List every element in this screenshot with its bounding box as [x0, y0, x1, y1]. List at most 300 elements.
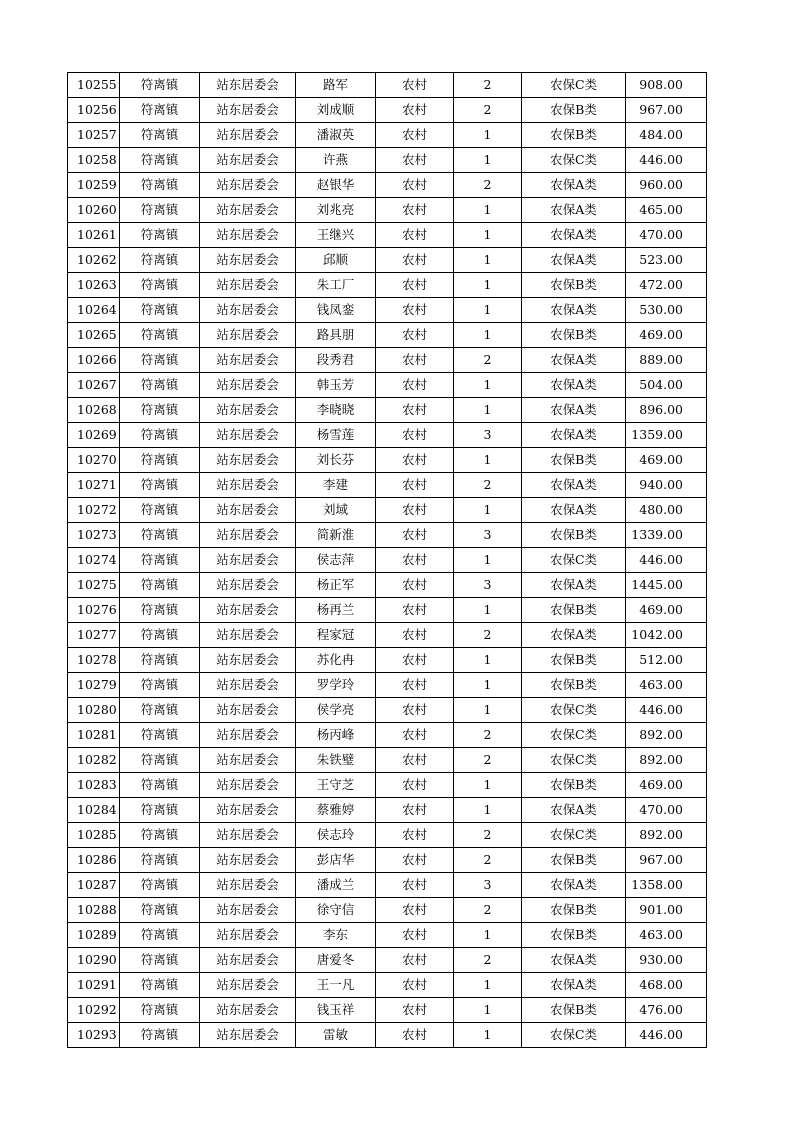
- insurance-category-cell: 农保A类: [522, 423, 626, 448]
- table-row: [68, 573, 707, 598]
- amount-cell: 446.00: [626, 148, 707, 173]
- name-cell: 程家冠: [296, 623, 376, 648]
- insurance-category-cell: 农保A类: [522, 223, 626, 248]
- insurance-category-cell: 农保C类: [522, 148, 626, 173]
- town-cell: 符离镇: [120, 423, 200, 448]
- table-row: [68, 773, 707, 798]
- name-cell: 徐守信: [296, 898, 376, 923]
- name-cell: 刘域: [296, 498, 376, 523]
- amount-cell: 896.00: [626, 398, 707, 423]
- name-cell: 侯学亮: [296, 698, 376, 723]
- name-cell: 杨丙峰: [296, 723, 376, 748]
- name-cell: 刘兆亮: [296, 198, 376, 223]
- member-count-cell: 1: [454, 598, 522, 623]
- name-cell: 刘成顺: [296, 98, 376, 123]
- town-cell: 符离镇: [120, 873, 200, 898]
- household-type-cell: 农村: [376, 498, 454, 523]
- household-type-cell: 农村: [376, 548, 454, 573]
- committee-cell: 站东居委会: [200, 873, 296, 898]
- insurance-category-cell: 农保A类: [522, 348, 626, 373]
- amount-cell: 470.00: [626, 223, 707, 248]
- record-id-cell: 10268: [68, 398, 120, 423]
- amount-cell: 469.00: [626, 773, 707, 798]
- insurance-category-cell: 农保C类: [522, 698, 626, 723]
- amount-cell: 463.00: [626, 923, 707, 948]
- committee-cell: 站东居委会: [200, 398, 296, 423]
- member-count-cell: 2: [454, 98, 522, 123]
- household-type-cell: 农村: [376, 773, 454, 798]
- records-table-body: [68, 73, 707, 1048]
- table-row: [68, 948, 707, 973]
- amount-cell: 465.00: [626, 198, 707, 223]
- amount-cell: 512.00: [626, 648, 707, 673]
- table-row: [68, 523, 707, 548]
- insurance-category-cell: 农保A类: [522, 573, 626, 598]
- town-cell: 符离镇: [120, 648, 200, 673]
- member-count-cell: 2: [454, 723, 522, 748]
- member-count-cell: 1: [454, 248, 522, 273]
- town-cell: 符离镇: [120, 923, 200, 948]
- amount-cell: 468.00: [626, 973, 707, 998]
- household-type-cell: 农村: [376, 723, 454, 748]
- committee-cell: 站东居委会: [200, 248, 296, 273]
- member-count-cell: 2: [454, 173, 522, 198]
- name-cell: 朱工厂: [296, 273, 376, 298]
- record-id-cell: 10286: [68, 848, 120, 873]
- insurance-category-cell: 农保A类: [522, 473, 626, 498]
- insurance-category-cell: 农保B类: [522, 923, 626, 948]
- insurance-category-cell: 农保A类: [522, 373, 626, 398]
- amount-cell: 908.00: [626, 73, 707, 98]
- record-id-cell: 10293: [68, 1023, 120, 1048]
- insurance-category-cell: 农保C类: [522, 1023, 626, 1048]
- record-id-cell: 10284: [68, 798, 120, 823]
- member-count-cell: 1: [454, 148, 522, 173]
- household-type-cell: 农村: [376, 198, 454, 223]
- record-id-cell: 10291: [68, 973, 120, 998]
- name-cell: 杨雪莲: [296, 423, 376, 448]
- record-id-cell: 10261: [68, 223, 120, 248]
- committee-cell: 站东居委会: [200, 573, 296, 598]
- table-row: [68, 323, 707, 348]
- insurance-category-cell: 农保C类: [522, 748, 626, 773]
- town-cell: 符离镇: [120, 148, 200, 173]
- member-count-cell: 1: [454, 373, 522, 398]
- member-count-cell: 1: [454, 698, 522, 723]
- town-cell: 符离镇: [120, 98, 200, 123]
- name-cell: 邱顺: [296, 248, 376, 273]
- member-count-cell: 1: [454, 973, 522, 998]
- record-id-cell: 10258: [68, 148, 120, 173]
- household-type-cell: 农村: [376, 698, 454, 723]
- table-row: [68, 973, 707, 998]
- record-id-cell: 10285: [68, 823, 120, 848]
- insurance-category-cell: 农保A类: [522, 248, 626, 273]
- member-count-cell: 1: [454, 773, 522, 798]
- record-id-cell: 10290: [68, 948, 120, 973]
- insurance-category-cell: 农保A类: [522, 298, 626, 323]
- committee-cell: 站东居委会: [200, 898, 296, 923]
- member-count-cell: 1: [454, 223, 522, 248]
- town-cell: 符离镇: [120, 323, 200, 348]
- insurance-category-cell: 农保A类: [522, 623, 626, 648]
- town-cell: 符离镇: [120, 598, 200, 623]
- amount-cell: 446.00: [626, 698, 707, 723]
- record-id-cell: 10279: [68, 673, 120, 698]
- insurance-category-cell: 农保B类: [522, 323, 626, 348]
- record-id-cell: 10292: [68, 998, 120, 1023]
- name-cell: 侯志玲: [296, 823, 376, 848]
- member-count-cell: 2: [454, 948, 522, 973]
- town-cell: 符离镇: [120, 198, 200, 223]
- name-cell: 李建: [296, 473, 376, 498]
- town-cell: 符离镇: [120, 348, 200, 373]
- committee-cell: 站东居委会: [200, 1023, 296, 1048]
- household-type-cell: 农村: [376, 598, 454, 623]
- household-type-cell: 农村: [376, 98, 454, 123]
- table-row: [68, 698, 707, 723]
- amount-cell: 446.00: [626, 548, 707, 573]
- household-type-cell: 农村: [376, 1023, 454, 1048]
- amount-cell: 484.00: [626, 123, 707, 148]
- member-count-cell: 1: [454, 323, 522, 348]
- table-row: [68, 598, 707, 623]
- name-cell: 刘长芬: [296, 448, 376, 473]
- household-type-cell: 农村: [376, 998, 454, 1023]
- town-cell: 符离镇: [120, 748, 200, 773]
- record-id-cell: 10266: [68, 348, 120, 373]
- table-row: [68, 198, 707, 223]
- name-cell: 王继兴: [296, 223, 376, 248]
- member-count-cell: 1: [454, 298, 522, 323]
- name-cell: 李东: [296, 923, 376, 948]
- committee-cell: 站东居委会: [200, 423, 296, 448]
- household-type-cell: 农村: [376, 848, 454, 873]
- record-id-cell: 10260: [68, 198, 120, 223]
- member-count-cell: 1: [454, 648, 522, 673]
- town-cell: 符离镇: [120, 848, 200, 873]
- insurance-category-cell: 农保C类: [522, 823, 626, 848]
- table-row: [68, 848, 707, 873]
- table-row: [68, 473, 707, 498]
- insurance-category-cell: 农保C类: [522, 73, 626, 98]
- table-row: [68, 823, 707, 848]
- table-row: [68, 248, 707, 273]
- household-type-cell: 农村: [376, 523, 454, 548]
- town-cell: 符离镇: [120, 948, 200, 973]
- member-count-cell: 1: [454, 448, 522, 473]
- member-count-cell: 2: [454, 748, 522, 773]
- amount-cell: 470.00: [626, 798, 707, 823]
- name-cell: 李晓晓: [296, 398, 376, 423]
- insurance-category-cell: 农保A类: [522, 948, 626, 973]
- amount-cell: 967.00: [626, 98, 707, 123]
- town-cell: 符离镇: [120, 698, 200, 723]
- town-cell: 符离镇: [120, 798, 200, 823]
- household-type-cell: 农村: [376, 648, 454, 673]
- amount-cell: 463.00: [626, 673, 707, 698]
- member-count-cell: 2: [454, 73, 522, 98]
- amount-cell: 469.00: [626, 448, 707, 473]
- table-row: [68, 98, 707, 123]
- member-count-cell: 1: [454, 923, 522, 948]
- name-cell: 蔡雅婷: [296, 798, 376, 823]
- committee-cell: 站东居委会: [200, 798, 296, 823]
- committee-cell: 站东居委会: [200, 298, 296, 323]
- record-id-cell: 10256: [68, 98, 120, 123]
- table-row: [68, 398, 707, 423]
- table-row: [68, 373, 707, 398]
- record-id-cell: 10259: [68, 173, 120, 198]
- town-cell: 符离镇: [120, 448, 200, 473]
- record-id-cell: 10278: [68, 648, 120, 673]
- table-row: [68, 1023, 707, 1048]
- insurance-category-cell: 农保C类: [522, 723, 626, 748]
- insurance-category-cell: 农保B类: [522, 673, 626, 698]
- household-type-cell: 农村: [376, 748, 454, 773]
- amount-cell: 476.00: [626, 998, 707, 1023]
- household-type-cell: 农村: [376, 473, 454, 498]
- household-type-cell: 农村: [376, 823, 454, 848]
- member-count-cell: 3: [454, 523, 522, 548]
- town-cell: 符离镇: [120, 273, 200, 298]
- town-cell: 符离镇: [120, 723, 200, 748]
- amount-cell: 446.00: [626, 1023, 707, 1048]
- table-row: [68, 548, 707, 573]
- name-cell: 潘成兰: [296, 873, 376, 898]
- member-count-cell: 1: [454, 998, 522, 1023]
- committee-cell: 站东居委会: [200, 348, 296, 373]
- committee-cell: 站东居委会: [200, 73, 296, 98]
- name-cell: 王一凡: [296, 973, 376, 998]
- name-cell: 赵银华: [296, 173, 376, 198]
- member-count-cell: 2: [454, 898, 522, 923]
- household-type-cell: 农村: [376, 348, 454, 373]
- table-row: [68, 348, 707, 373]
- name-cell: 杨正军: [296, 573, 376, 598]
- name-cell: 王守芝: [296, 773, 376, 798]
- table-row: [68, 623, 707, 648]
- table-row: [68, 748, 707, 773]
- committee-cell: 站东居委会: [200, 648, 296, 673]
- town-cell: 符离镇: [120, 823, 200, 848]
- town-cell: 符离镇: [120, 123, 200, 148]
- amount-cell: 930.00: [626, 948, 707, 973]
- town-cell: 符离镇: [120, 623, 200, 648]
- committee-cell: 站东居委会: [200, 723, 296, 748]
- name-cell: 雷敏: [296, 1023, 376, 1048]
- table-row: [68, 923, 707, 948]
- record-id-cell: 10287: [68, 873, 120, 898]
- table-row: [68, 273, 707, 298]
- member-count-cell: 1: [454, 398, 522, 423]
- record-id-cell: 10270: [68, 448, 120, 473]
- table-row: [68, 73, 707, 98]
- amount-cell: 480.00: [626, 498, 707, 523]
- amount-cell: 1042.00: [626, 623, 707, 648]
- name-cell: 段秀君: [296, 348, 376, 373]
- household-type-cell: 农村: [376, 148, 454, 173]
- insurance-category-cell: 农保B类: [522, 998, 626, 1023]
- member-count-cell: 2: [454, 823, 522, 848]
- record-id-cell: 10281: [68, 723, 120, 748]
- committee-cell: 站东居委会: [200, 973, 296, 998]
- record-id-cell: 10282: [68, 748, 120, 773]
- amount-cell: 469.00: [626, 323, 707, 348]
- record-id-cell: 10277: [68, 623, 120, 648]
- household-type-cell: 农村: [376, 398, 454, 423]
- amount-cell: 889.00: [626, 348, 707, 373]
- town-cell: 符离镇: [120, 773, 200, 798]
- committee-cell: 站东居委会: [200, 673, 296, 698]
- amount-cell: 901.00: [626, 898, 707, 923]
- household-type-cell: 农村: [376, 873, 454, 898]
- committee-cell: 站东居委会: [200, 598, 296, 623]
- name-cell: 杨再兰: [296, 598, 376, 623]
- household-type-cell: 农村: [376, 623, 454, 648]
- household-type-cell: 农村: [376, 673, 454, 698]
- household-type-cell: 农村: [376, 973, 454, 998]
- member-count-cell: 1: [454, 673, 522, 698]
- town-cell: 符离镇: [120, 548, 200, 573]
- household-type-cell: 农村: [376, 948, 454, 973]
- insurance-category-cell: 农保C类: [522, 548, 626, 573]
- insurance-category-cell: 农保B类: [522, 898, 626, 923]
- record-id-cell: 10269: [68, 423, 120, 448]
- town-cell: 符离镇: [120, 73, 200, 98]
- record-id-cell: 10257: [68, 123, 120, 148]
- amount-cell: 967.00: [626, 848, 707, 873]
- committee-cell: 站东居委会: [200, 123, 296, 148]
- record-id-cell: 10263: [68, 273, 120, 298]
- town-cell: 符离镇: [120, 248, 200, 273]
- member-count-cell: 2: [454, 348, 522, 373]
- committee-cell: 站东居委会: [200, 273, 296, 298]
- name-cell: 钱凤銮: [296, 298, 376, 323]
- town-cell: 符离镇: [120, 898, 200, 923]
- town-cell: 符离镇: [120, 673, 200, 698]
- amount-cell: 1445.00: [626, 573, 707, 598]
- committee-cell: 站东居委会: [200, 323, 296, 348]
- record-id-cell: 10288: [68, 898, 120, 923]
- committee-cell: 站东居委会: [200, 748, 296, 773]
- insurance-category-cell: 农保B类: [522, 648, 626, 673]
- insurance-category-cell: 农保B类: [522, 123, 626, 148]
- name-cell: 唐爱冬: [296, 948, 376, 973]
- name-cell: 罗学玲: [296, 673, 376, 698]
- town-cell: 符离镇: [120, 223, 200, 248]
- record-id-cell: 10265: [68, 323, 120, 348]
- record-id-cell: 10264: [68, 298, 120, 323]
- member-count-cell: 1: [454, 798, 522, 823]
- name-cell: 路军: [296, 73, 376, 98]
- name-cell: 许燕: [296, 148, 376, 173]
- committee-cell: 站东居委会: [200, 773, 296, 798]
- amount-cell: 1359.00: [626, 423, 707, 448]
- amount-cell: 892.00: [626, 723, 707, 748]
- household-type-cell: 农村: [376, 373, 454, 398]
- name-cell: 韩玉芳: [296, 373, 376, 398]
- committee-cell: 站东居委会: [200, 823, 296, 848]
- record-id-cell: 10283: [68, 773, 120, 798]
- committee-cell: 站东居委会: [200, 223, 296, 248]
- town-cell: 符离镇: [120, 173, 200, 198]
- table-row: [68, 423, 707, 448]
- member-count-cell: 1: [454, 498, 522, 523]
- table-row: [68, 173, 707, 198]
- amount-cell: 504.00: [626, 373, 707, 398]
- town-cell: 符离镇: [120, 973, 200, 998]
- member-count-cell: 2: [454, 473, 522, 498]
- member-count-cell: 2: [454, 623, 522, 648]
- household-type-cell: 农村: [376, 298, 454, 323]
- name-cell: 苏化冉: [296, 648, 376, 673]
- committee-cell: 站东居委会: [200, 373, 296, 398]
- record-id-cell: 10275: [68, 573, 120, 598]
- insurance-category-cell: 农保A类: [522, 873, 626, 898]
- member-count-cell: 1: [454, 1023, 522, 1048]
- amount-cell: 1339.00: [626, 523, 707, 548]
- committee-cell: 站东居委会: [200, 998, 296, 1023]
- committee-cell: 站东居委会: [200, 173, 296, 198]
- town-cell: 符离镇: [120, 498, 200, 523]
- insurance-category-cell: 农保B类: [522, 448, 626, 473]
- household-type-cell: 农村: [376, 798, 454, 823]
- member-count-cell: 1: [454, 273, 522, 298]
- town-cell: 符离镇: [120, 298, 200, 323]
- town-cell: 符离镇: [120, 473, 200, 498]
- committee-cell: 站东居委会: [200, 548, 296, 573]
- town-cell: 符离镇: [120, 1023, 200, 1048]
- committee-cell: 站东居委会: [200, 523, 296, 548]
- insurance-category-cell: 农保B类: [522, 523, 626, 548]
- record-id-cell: 10262: [68, 248, 120, 273]
- household-type-cell: 农村: [376, 323, 454, 348]
- record-id-cell: 10255: [68, 73, 120, 98]
- table-row: [68, 123, 707, 148]
- committee-cell: 站东居委会: [200, 848, 296, 873]
- household-type-cell: 农村: [376, 173, 454, 198]
- committee-cell: 站东居委会: [200, 623, 296, 648]
- committee-cell: 站东居委会: [200, 448, 296, 473]
- insurance-category-cell: 农保B类: [522, 848, 626, 873]
- table-row: [68, 873, 707, 898]
- member-count-cell: 1: [454, 198, 522, 223]
- insurance-category-cell: 农保B类: [522, 773, 626, 798]
- table-row: [68, 448, 707, 473]
- member-count-cell: 3: [454, 573, 522, 598]
- table-row: [68, 723, 707, 748]
- insurance-category-cell: 农保A类: [522, 498, 626, 523]
- record-id-cell: 10289: [68, 923, 120, 948]
- record-id-cell: 10271: [68, 473, 120, 498]
- insurance-category-cell: 农保A类: [522, 173, 626, 198]
- name-cell: 钱玉祥: [296, 998, 376, 1023]
- insurance-category-cell: 农保A类: [522, 198, 626, 223]
- committee-cell: 站东居委会: [200, 698, 296, 723]
- town-cell: 符离镇: [120, 398, 200, 423]
- member-count-cell: 3: [454, 873, 522, 898]
- table-row: [68, 798, 707, 823]
- town-cell: 符离镇: [120, 998, 200, 1023]
- name-cell: 彭店华: [296, 848, 376, 873]
- household-type-cell: 农村: [376, 923, 454, 948]
- household-type-cell: 农村: [376, 898, 454, 923]
- insurance-category-cell: 农保B类: [522, 273, 626, 298]
- amount-cell: 940.00: [626, 473, 707, 498]
- record-id-cell: 10273: [68, 523, 120, 548]
- committee-cell: 站东居委会: [200, 923, 296, 948]
